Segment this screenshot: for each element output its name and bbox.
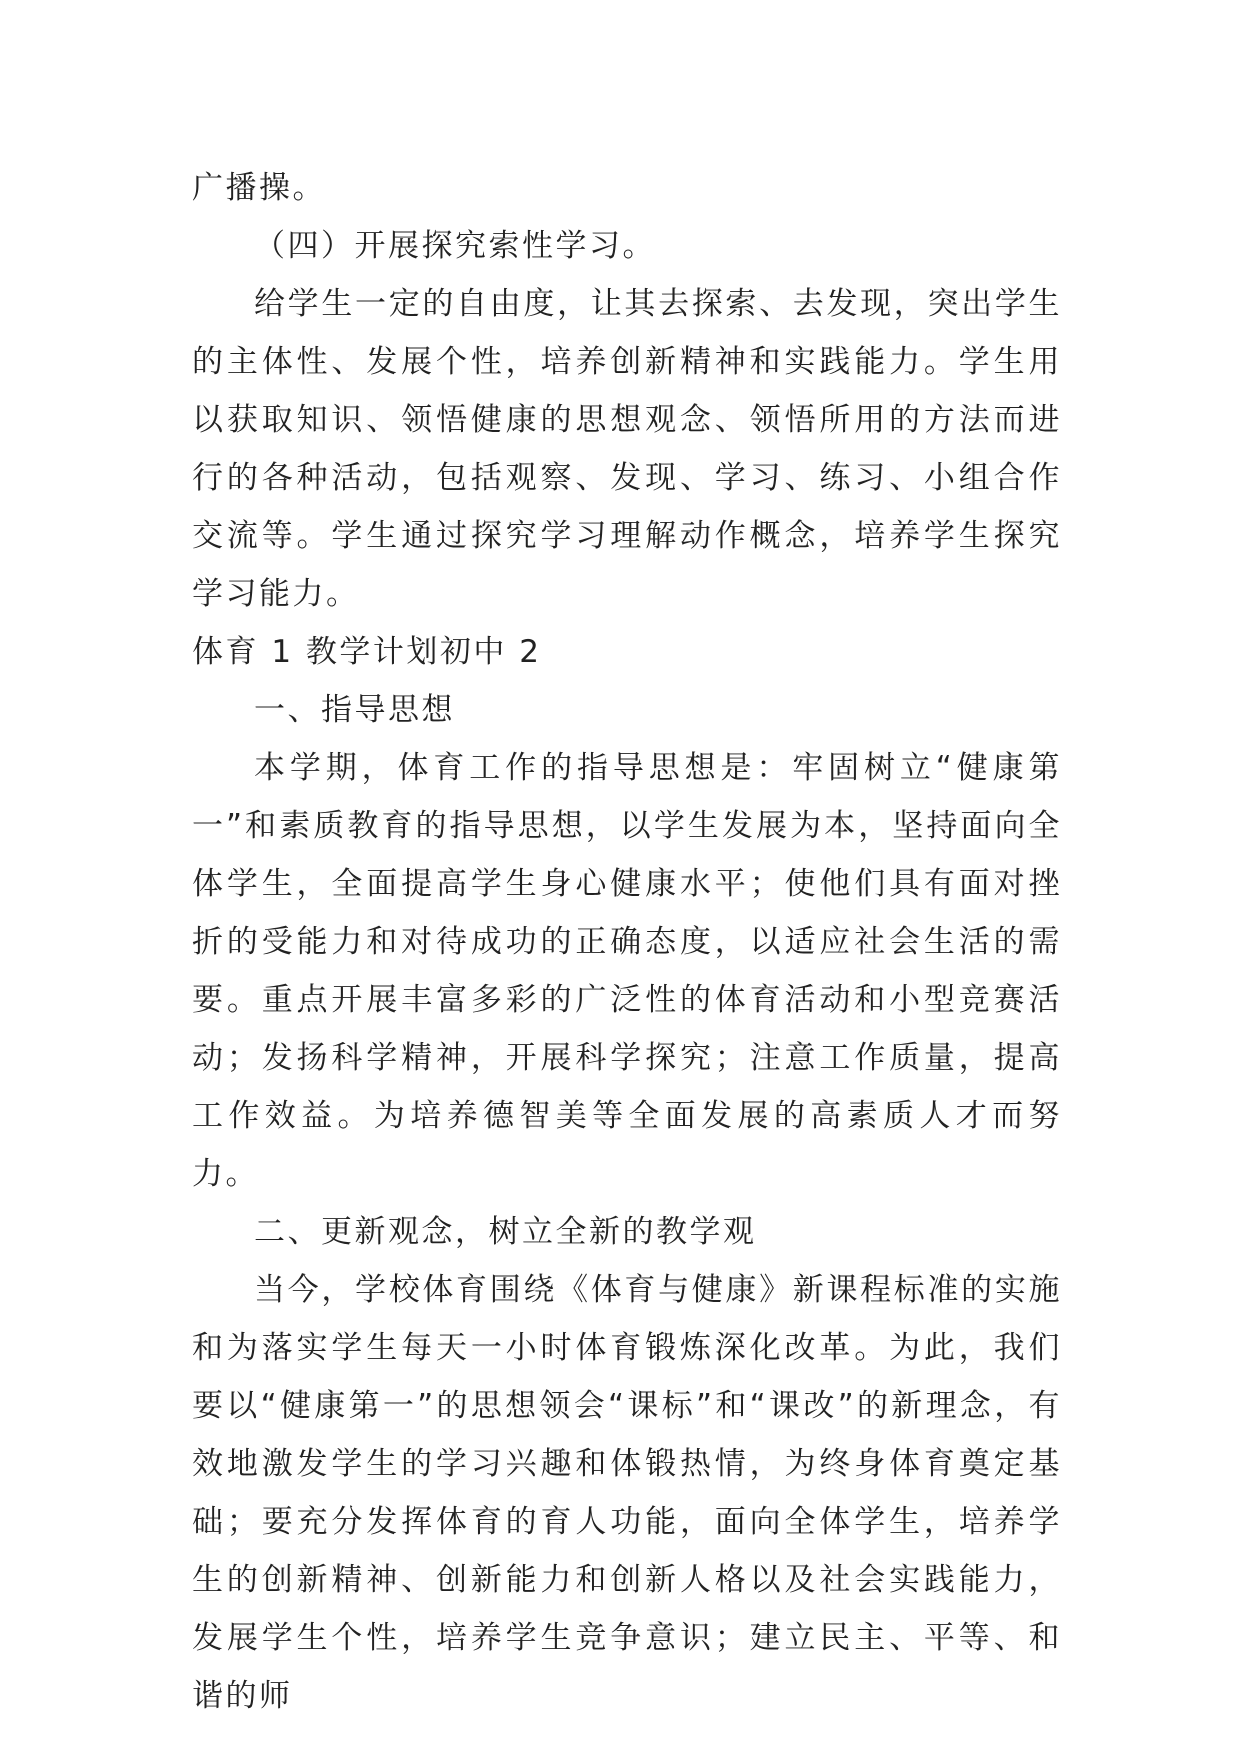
section-heading-update-concepts: 二、更新观念，树立全新的教学观: [254, 1214, 757, 1250]
document-body: [192, 159, 1062, 1725]
paragraph-guiding-ideology: 本学期，体育工作的指导思想是：牢固树立“健康第一”和素质教育的指导思想，以学生发展为本，坚持面向全体学生，全面提高学生身心健康水平；使他们具有面对挫折的受能力和对待成功的正确态度，以适应社会生活的需要。重点开展丰富多彩的广泛性的体育活动和小型竞赛活动；发扬科学精神，开展科学探究；注意工作质量，提高工作效益。为培养德智美等全面发展的高素质人才而努力。: [192, 750, 1062, 1192]
section-heading-four: （四）开展探究索性学习。: [254, 228, 656, 264]
paragraph-inquiry-learning: 给学生一定的自由度，让其去探索、去发现，突出学生的主体性、发展个性，培养创新精神和实践能力。学生用以获取知识、领悟健康的思想观念、领悟所用的方法而进行的各种活动，包括观察、发现、学习、练习、小组合作交流等。学生通过探究学习理解动作概念，培养学生探究学习能力。: [192, 286, 1062, 612]
paragraph-update-concepts: 当今，学校体育围绕《体育与健康》新课程标准的实施和为落实学生每天一小时体育锻炼深化改革。为此，我们要以“健康第一”的思想领会“课标”和“课改”的新理念，有效地激发学生的学习兴趣和体锻热情，为终身体育奠定基础；要充分发挥体育的育人功能，面向全体学生，培养学生的创新精神、创新能力和创新人格以及社会实践能力，发展学生个性，培养学生竞争意识；建立民主、平等、和谐的师: [192, 1272, 1062, 1714]
paragraph-continuation: 广播操。: [192, 170, 326, 206]
document-title: 体育 1 教学计划初中 2: [192, 634, 542, 670]
section-heading-guiding-ideology: 一、指导思想: [254, 692, 455, 728]
